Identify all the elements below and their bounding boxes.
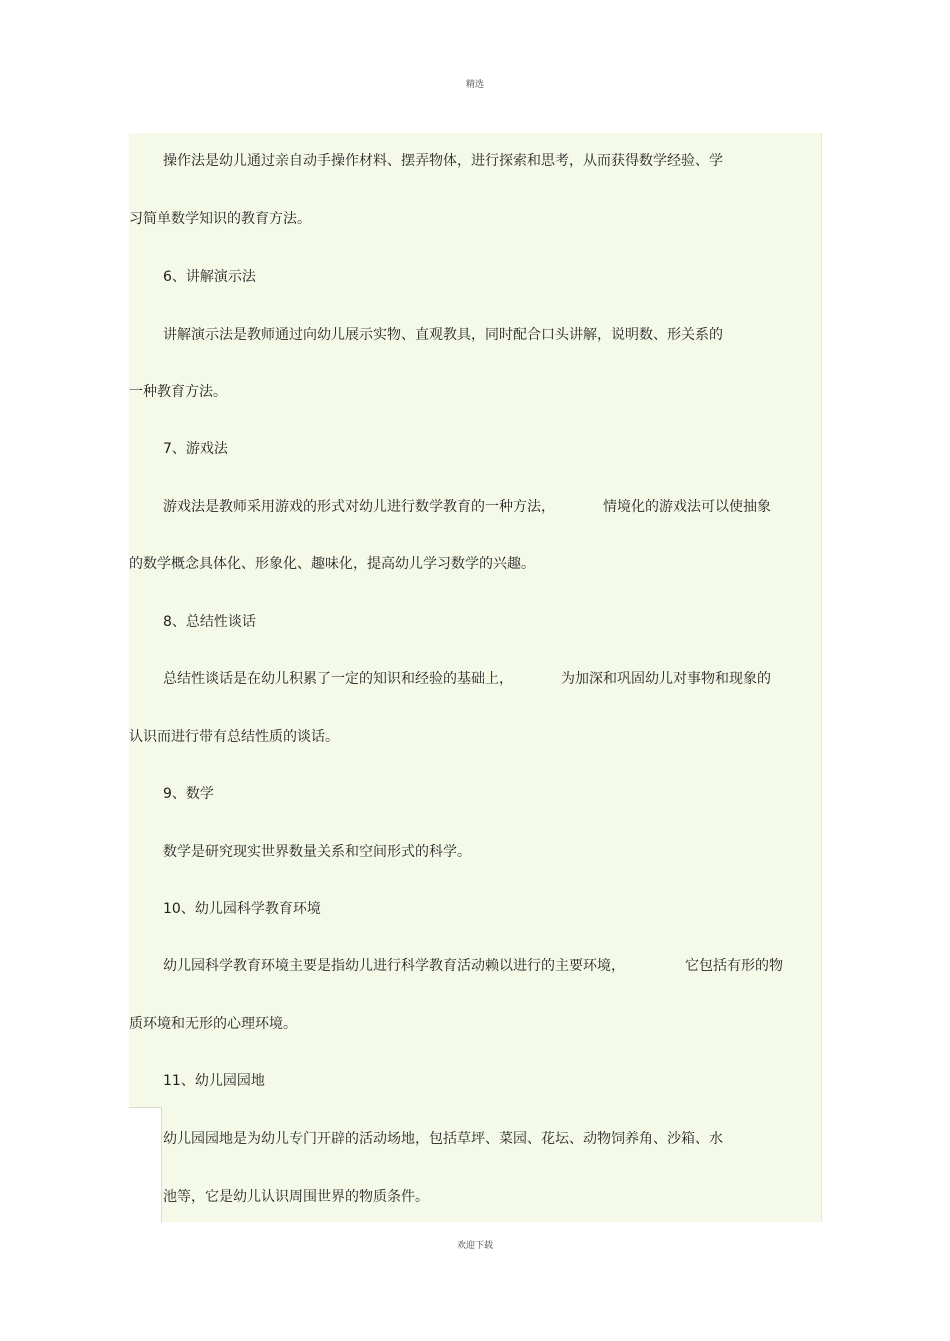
paragraph-line: 认识而进行带有总结性质的谈话。	[129, 729, 339, 745]
paragraph-line	[163, 498, 771, 516]
paragraph-line: 质环境和无形的心理环境。	[129, 1016, 297, 1032]
paragraph-line: 一种教育方法。	[129, 384, 227, 400]
section-heading: 10、幼儿园科学教育环境	[163, 901, 321, 917]
paragraph-line-part: 它包括有形的物	[685, 958, 783, 974]
page-header: 精选	[465, 80, 484, 90]
paragraph-line-part: 为加深和巩固幼儿对事物和现象的	[561, 671, 771, 687]
section-heading: 9、数学	[163, 786, 214, 802]
section-heading: 7、游戏法	[163, 441, 228, 457]
paragraph-line: 的数学概念具体化、形象化、趣味化，提高幼儿学习数学的兴趣。	[129, 556, 535, 572]
paragraph-line: 数学是研究现实世界数量关系和空间形式的科学。	[163, 844, 471, 860]
paragraph-line: 讲解演示法是教师通过向幼儿展示实物、直观教具，同时配合口头讲解，说明数、形关系的	[163, 327, 723, 343]
paragraph-line: 习简单数学知识的教育方法。	[129, 211, 311, 227]
paragraph-line	[163, 957, 783, 975]
section-heading: 8、总结性谈话	[163, 614, 256, 630]
paragraph-line-part: 游戏法是教师采用游戏的形式对幼儿进行数学教育的一种方法，	[163, 499, 555, 515]
paragraph-line: 池等，它是幼儿认识周围世界的物质条件。	[163, 1189, 429, 1205]
paragraph-line	[163, 670, 771, 688]
section-heading: 11、幼儿园园地	[163, 1073, 265, 1089]
paragraph-line: 幼儿园园地是为幼儿专门开辟的活动场地，包括草坪、菜园、花坛、动物饲养角、沙箱、水	[163, 1131, 723, 1147]
paragraph-line-part: 情境化的游戏法可以使抽象	[603, 499, 771, 515]
paragraph-line-part: 幼儿园科学教育环境主要是指幼儿进行科学教育活动赖以进行的主要环境，	[163, 958, 625, 974]
section-heading: 6、讲解演示法	[163, 269, 256, 285]
page-footer: 欢迎下载	[456, 1241, 493, 1251]
paragraph-line-part: 总结性谈话是在幼儿积累了一定的知识和经验的基础上，	[163, 671, 513, 687]
paragraph-line: 操作法是幼儿通过亲自动手操作材料、摆弄物体，进行探索和思考，从而获得数学经验、学	[163, 153, 723, 169]
panel-notch	[129, 1107, 162, 1223]
